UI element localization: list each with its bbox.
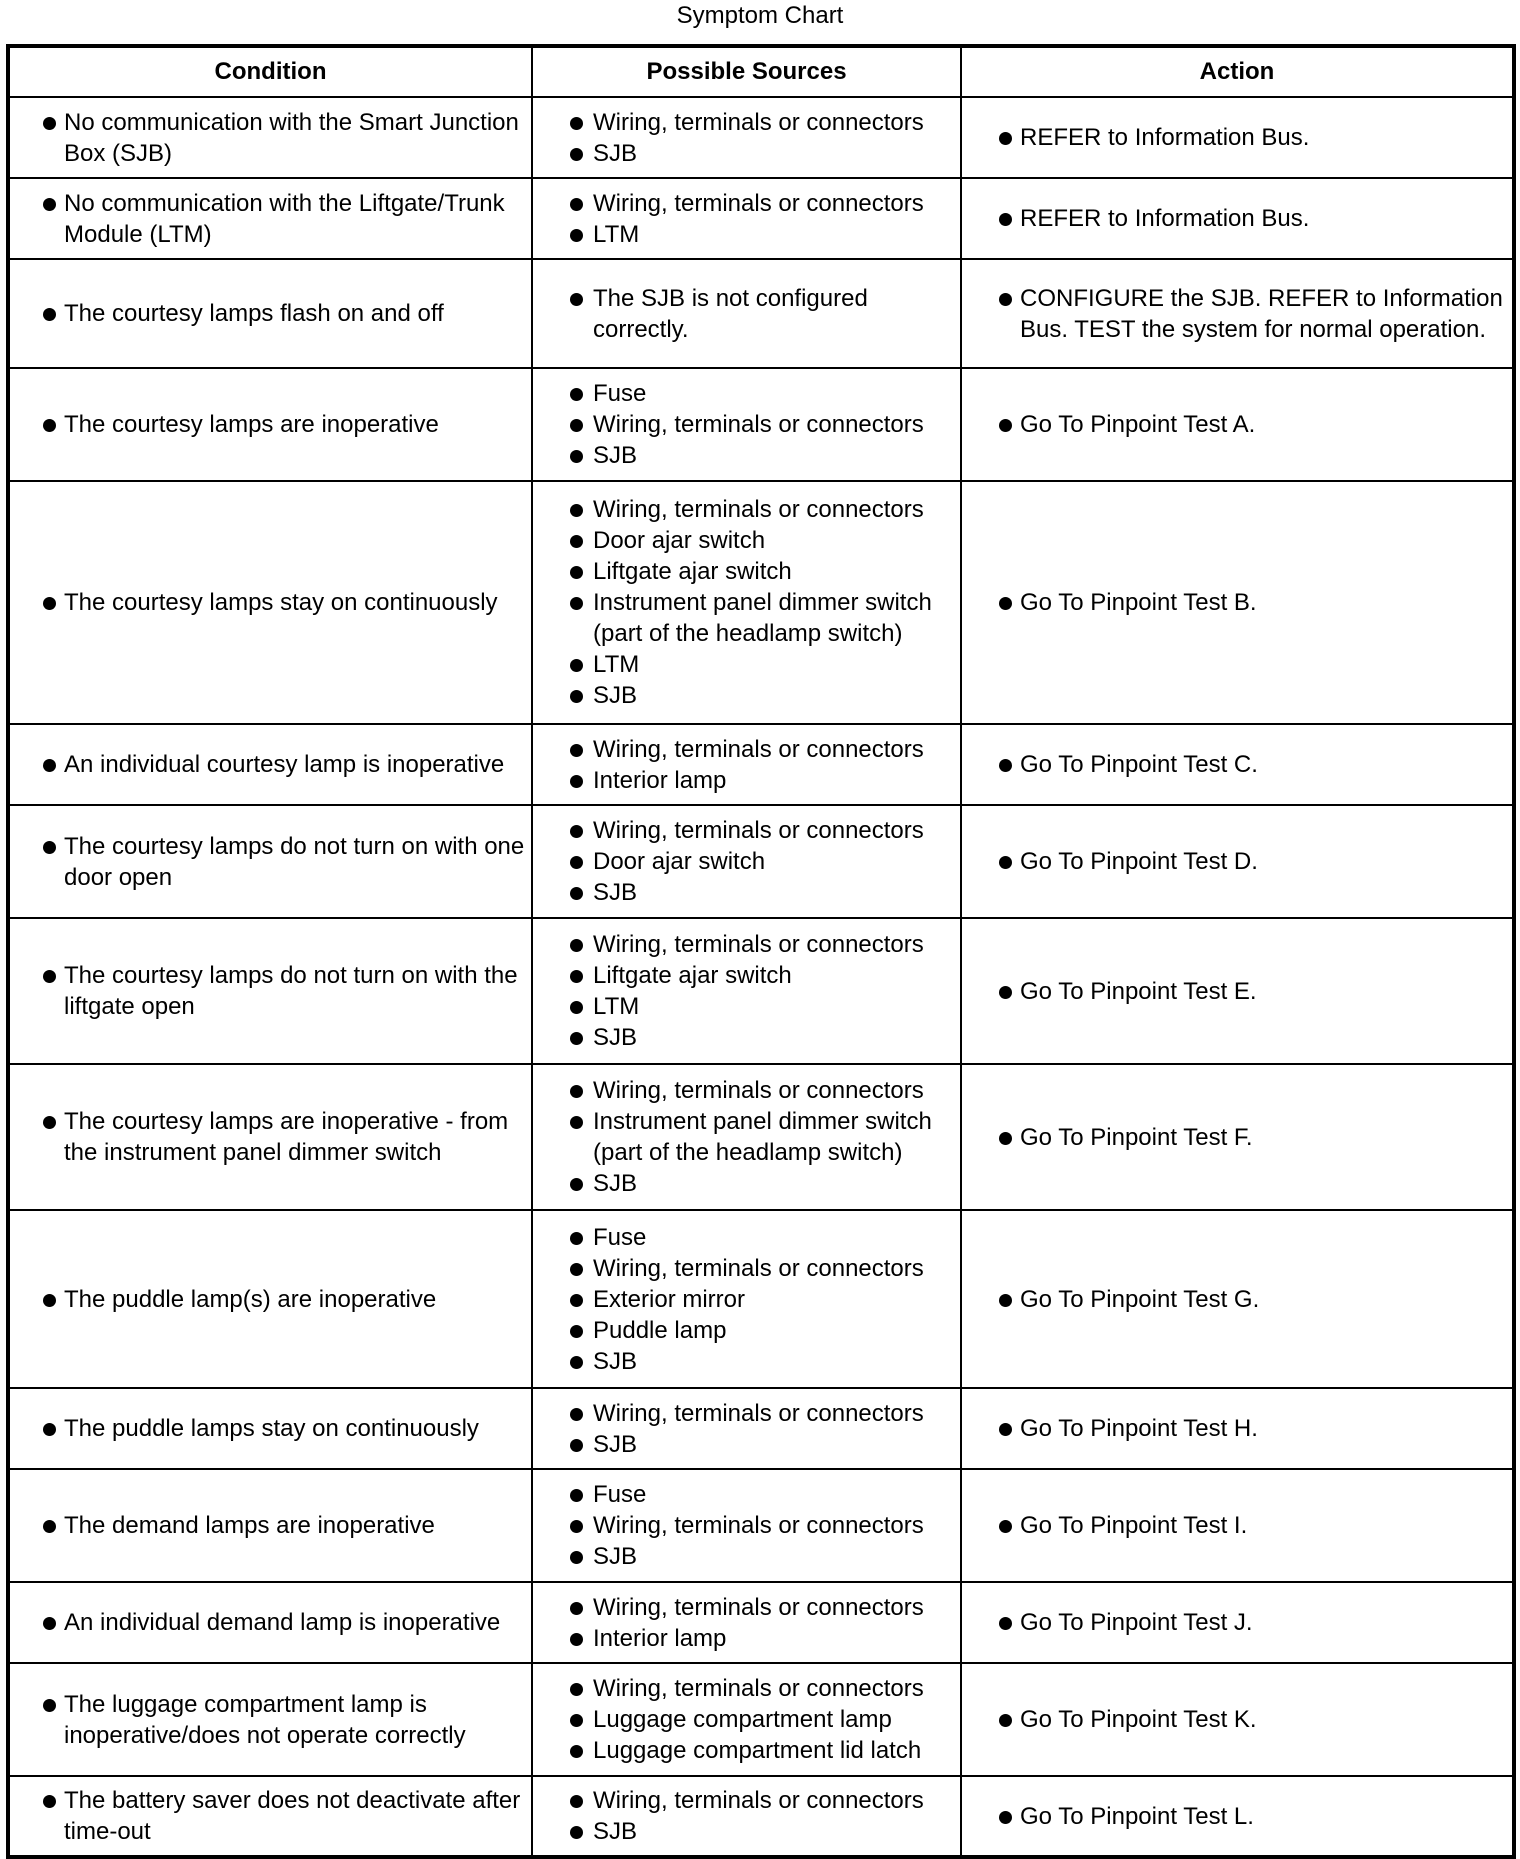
source-item-text: Door ajar switch — [593, 848, 766, 875]
source-item — [547, 1315, 960, 1346]
source-item — [547, 1168, 960, 1199]
bullet-icon — [570, 419, 583, 432]
table-row — [8, 1582, 1514, 1663]
bullet-icon — [999, 1617, 1012, 1630]
bullet-icon — [570, 825, 583, 838]
action-cell — [961, 918, 1514, 1064]
symptom-table — [6, 44, 1516, 1859]
bullet-icon — [570, 597, 583, 610]
source-item — [547, 138, 960, 169]
source-item-text: Instrument panel dimmer switch (part of the headlamp switch) — [593, 589, 932, 647]
condition-item-text: The battery saver does not deactivate after time-out — [64, 1787, 521, 1845]
bullet-icon — [570, 229, 583, 242]
condition-item-text: The courtesy lamps are inoperative - from the instrument panel dimmer switch — [64, 1108, 509, 1166]
source-item — [547, 765, 960, 796]
bullet-icon — [570, 659, 583, 672]
possible-sources-cell — [532, 1776, 961, 1857]
source-item-text: Wiring, terminals or connectors — [593, 1787, 924, 1814]
bullet-icon — [43, 117, 56, 130]
bullet-icon — [570, 1325, 583, 1338]
action-item — [980, 846, 1512, 877]
source-item — [547, 219, 960, 250]
condition-item — [24, 188, 531, 250]
action-item — [980, 203, 1512, 234]
source-item-text: SJB — [593, 879, 638, 906]
possible-sources-cell — [532, 724, 961, 805]
bullet-icon — [570, 1232, 583, 1245]
bullet-icon — [999, 1520, 1012, 1533]
table-header-row — [8, 46, 1514, 97]
bullet-icon — [570, 775, 583, 788]
bullet-icon — [570, 504, 583, 517]
source-item-text: Instrument panel dimmer switch (part of the headlamp switch) — [593, 1108, 932, 1166]
action-cell — [961, 178, 1514, 259]
bullet-icon — [570, 1795, 583, 1808]
source-item — [547, 991, 960, 1022]
condition-item — [24, 1689, 531, 1751]
source-item — [547, 1222, 960, 1253]
bullet-icon — [43, 597, 56, 610]
source-item — [547, 1346, 960, 1377]
condition-item-text: No communication with the Smart Junction Box (SJB) — [64, 108, 519, 167]
bullet-icon — [43, 1294, 56, 1307]
bullet-icon — [570, 856, 583, 869]
source-item — [547, 1398, 960, 1429]
action-item — [980, 976, 1512, 1007]
condition-cell — [8, 1064, 532, 1210]
bullet-icon — [999, 132, 1012, 145]
condition-item — [24, 1106, 531, 1168]
source-item — [547, 378, 960, 409]
source-item — [547, 525, 960, 556]
condition-item — [24, 960, 531, 1022]
bullet-icon — [999, 597, 1012, 610]
source-item-text: Wiring, terminals or connectors — [593, 817, 924, 844]
action-item-text: Go To Pinpoint Test E. — [1020, 977, 1257, 1005]
source-item-text: SJB — [593, 1170, 638, 1197]
bullet-icon — [570, 1602, 583, 1615]
page-title: Symptom Chart — [676, 2, 844, 29]
source-item-text: The SJB is not configured correctly. — [593, 284, 868, 343]
source-item — [547, 1429, 960, 1460]
action-cell — [961, 1663, 1514, 1776]
possible-sources-header: Possible Sources — [532, 46, 961, 97]
source-item-text: Wiring, terminals or connectors — [593, 735, 924, 763]
bullet-icon — [570, 388, 583, 401]
bullet-icon — [999, 759, 1012, 772]
bullet-icon — [570, 1032, 583, 1045]
action-cell — [961, 1064, 1514, 1210]
action-item-text: Go To Pinpoint Test L. — [1020, 1802, 1254, 1830]
action-cell — [961, 1469, 1514, 1582]
bullet-icon — [999, 856, 1012, 869]
action-item — [980, 283, 1512, 345]
condition-item — [24, 1785, 531, 1847]
condition-item-text: The courtesy lamps do not turn on with one door open — [64, 832, 525, 891]
condition-item-text: The courtesy lamps do not turn on with the liftgate open — [64, 962, 518, 1020]
bullet-icon — [570, 690, 583, 703]
condition-item-text: The puddle lamp(s) are inoperative — [64, 1285, 437, 1313]
source-item-text: Wiring, terminals or connectors — [593, 496, 924, 523]
condition-cell — [8, 1776, 532, 1857]
action-item-text: REFER to Information Bus. — [1020, 205, 1310, 232]
bullet-icon — [570, 1826, 583, 1839]
bullet-icon — [999, 986, 1012, 999]
condition-cell — [8, 368, 532, 481]
source-item — [547, 1541, 960, 1572]
bullet-icon — [570, 1356, 583, 1369]
table-row — [8, 368, 1514, 481]
condition-item-text: No communication with the Liftgate/Trunk Module (LTM) — [64, 189, 505, 248]
condition-item — [24, 1413, 531, 1444]
source-item — [547, 1022, 960, 1053]
possible-sources-cell — [532, 918, 961, 1064]
source-item-text: SJB — [593, 1347, 638, 1375]
source-item — [547, 1106, 960, 1168]
action-item-text: Go To Pinpoint Test D. — [1020, 848, 1258, 875]
bullet-icon — [570, 293, 583, 306]
bullet-icon — [999, 213, 1012, 226]
source-item — [547, 556, 960, 587]
table-row — [8, 1064, 1514, 1210]
source-item — [547, 409, 960, 440]
source-item — [547, 188, 960, 219]
bullet-icon — [43, 1795, 56, 1808]
source-item-text: Luggage compartment lamp — [593, 1706, 892, 1733]
condition-cell — [8, 259, 532, 368]
possible-sources-cell — [532, 481, 961, 724]
bullet-icon — [570, 1745, 583, 1758]
source-item — [547, 680, 960, 711]
bullet-icon — [43, 1520, 56, 1533]
source-item — [547, 1075, 960, 1106]
action-item-text: REFER to Information Bus. — [1020, 124, 1310, 151]
source-item — [547, 494, 960, 525]
possible-sources-cell — [532, 1064, 961, 1210]
action-item — [980, 409, 1512, 440]
action-item — [980, 122, 1512, 153]
bullet-icon — [43, 1617, 56, 1630]
source-item — [547, 283, 960, 345]
source-item — [547, 929, 960, 960]
condition-item — [24, 1607, 531, 1638]
bullet-icon — [570, 1001, 583, 1014]
action-header: Action — [961, 46, 1514, 97]
source-item-text: SJB — [593, 682, 638, 709]
source-item-text: Liftgate ajar switch — [593, 558, 792, 585]
bullet-icon — [570, 566, 583, 579]
source-item — [547, 649, 960, 680]
table-row — [8, 481, 1514, 724]
action-cell — [961, 1388, 1514, 1469]
table-row — [8, 1776, 1514, 1857]
source-item-text: SJB — [593, 1543, 638, 1570]
action-item-text: Go To Pinpoint Test C. — [1020, 751, 1258, 778]
table-row — [8, 178, 1514, 259]
action-item-text: CONFIGURE the SJB. REFER to Information Bus. TEST the system for normal operation. — [1020, 284, 1503, 343]
source-item-text: SJB — [593, 1024, 638, 1051]
source-item-text: Wiring, terminals or connectors — [593, 108, 924, 136]
table-row — [8, 1663, 1514, 1776]
bullet-icon — [570, 1408, 583, 1421]
source-item-text: Wiring, terminals or connectors — [593, 1399, 924, 1427]
source-item — [547, 1253, 960, 1284]
source-item-text: Door ajar switch — [593, 527, 766, 554]
bullet-icon — [999, 1423, 1012, 1436]
source-item-text: Wiring, terminals or connectors — [593, 411, 924, 438]
source-item — [547, 1704, 960, 1735]
bullet-icon — [570, 1683, 583, 1696]
possible-sources-cell — [532, 259, 961, 368]
source-item-text: SJB — [593, 139, 638, 167]
table-row — [8, 1388, 1514, 1469]
bullet-icon — [43, 419, 56, 432]
table-row — [8, 97, 1514, 178]
source-item-text: LTM — [593, 220, 640, 248]
source-item-text: SJB — [593, 1430, 638, 1458]
source-item-text: Wiring, terminals or connectors — [593, 931, 924, 958]
bullet-icon — [570, 117, 583, 130]
action-item — [980, 1284, 1512, 1315]
source-item — [547, 1673, 960, 1704]
action-item-text: Go To Pinpoint Test F. — [1020, 1123, 1253, 1151]
source-item — [547, 107, 960, 138]
condition-cell — [8, 1469, 532, 1582]
source-item — [547, 846, 960, 877]
bullet-icon — [570, 1263, 583, 1276]
condition-item — [24, 587, 531, 618]
condition-item-text: The demand lamps are inoperative — [64, 1512, 435, 1539]
source-item-text: SJB — [593, 442, 638, 469]
condition-cell — [8, 1582, 532, 1663]
source-item-text: Liftgate ajar switch — [593, 962, 792, 989]
bullet-icon — [570, 198, 583, 211]
action-cell — [961, 368, 1514, 481]
source-item — [547, 1284, 960, 1315]
bullet-icon — [570, 1439, 583, 1452]
table-row — [8, 1469, 1514, 1582]
condition-item-text: The luggage compartment lamp is inoperative/does not operate correctly — [64, 1690, 466, 1749]
source-item-text: Interior lamp — [593, 1624, 727, 1652]
source-item — [547, 1510, 960, 1541]
source-item-text: Exterior mirror — [593, 1285, 746, 1313]
possible-sources-cell — [532, 178, 961, 259]
action-cell — [961, 805, 1514, 918]
bullet-icon — [999, 1714, 1012, 1727]
table-row — [8, 259, 1514, 368]
condition-cell — [8, 481, 532, 724]
possible-sources-cell — [532, 805, 961, 918]
source-item — [547, 1592, 960, 1623]
action-item-text: Go To Pinpoint Test A. — [1020, 411, 1256, 438]
source-item-text: Wiring, terminals or connectors — [593, 1512, 924, 1539]
possible-sources-cell — [532, 97, 961, 178]
bullet-icon — [43, 308, 56, 321]
bullet-icon — [570, 1085, 583, 1098]
possible-sources-cell — [532, 1469, 961, 1582]
source-item-text: Wiring, terminals or connectors — [593, 189, 924, 217]
possible-sources-cell — [532, 1388, 961, 1469]
action-cell — [961, 1210, 1514, 1388]
bullet-icon — [570, 939, 583, 952]
source-item — [547, 1735, 960, 1766]
bullet-icon — [43, 1423, 56, 1436]
action-item — [980, 1122, 1512, 1153]
condition-cell — [8, 1210, 532, 1388]
bullet-icon — [570, 1714, 583, 1727]
condition-cell — [8, 97, 532, 178]
table-row — [8, 1210, 1514, 1388]
condition-cell — [8, 1388, 532, 1469]
bullet-icon — [43, 970, 56, 983]
source-item-text: Puddle lamp — [593, 1316, 727, 1344]
possible-sources-cell — [532, 1210, 961, 1388]
bullet-icon — [570, 1489, 583, 1502]
source-item-text: Wiring, terminals or connectors — [593, 1077, 924, 1104]
condition-header: Condition — [8, 46, 532, 97]
condition-cell — [8, 724, 532, 805]
table-row — [8, 805, 1514, 918]
bullet-icon — [999, 1811, 1012, 1824]
bullet-icon — [43, 759, 56, 772]
bullet-icon — [570, 1551, 583, 1564]
source-item-text: Wiring, terminals or connectors — [593, 1593, 924, 1621]
action-cell — [961, 481, 1514, 724]
condition-item — [24, 409, 531, 440]
source-item — [547, 440, 960, 471]
action-item — [980, 1607, 1512, 1638]
source-item — [547, 877, 960, 908]
bullet-icon — [570, 148, 583, 161]
source-item — [547, 815, 960, 846]
action-item — [980, 1510, 1512, 1541]
source-item-text: Fuse — [593, 380, 647, 407]
condition-item — [24, 298, 531, 329]
action-item-text: Go To Pinpoint Test K. — [1020, 1706, 1257, 1733]
action-item — [980, 587, 1512, 618]
action-cell — [961, 259, 1514, 368]
condition-item — [24, 831, 531, 893]
action-cell — [961, 97, 1514, 178]
condition-item — [24, 749, 531, 780]
condition-item — [24, 107, 531, 169]
possible-sources-cell — [532, 1582, 961, 1663]
possible-sources-cell — [532, 1663, 961, 1776]
condition-cell — [8, 918, 532, 1064]
condition-cell — [8, 805, 532, 918]
condition-cell — [8, 178, 532, 259]
action-item-text: Go To Pinpoint Test I. — [1020, 1512, 1248, 1539]
source-item-text: Luggage compartment lid latch — [593, 1737, 922, 1764]
bullet-icon — [43, 841, 56, 854]
action-item — [980, 1801, 1512, 1832]
action-item — [980, 749, 1512, 780]
condition-item-text: The courtesy lamps are inoperative — [64, 411, 439, 438]
table-row — [8, 724, 1514, 805]
bullet-icon — [43, 198, 56, 211]
table-row — [8, 918, 1514, 1064]
action-item-text: Go To Pinpoint Test J. — [1020, 1609, 1253, 1636]
action-item-text: Go To Pinpoint Test G. — [1020, 1285, 1260, 1313]
source-item — [547, 1479, 960, 1510]
condition-item-text: An individual demand lamp is inoperative — [64, 1609, 501, 1636]
condition-cell — [8, 1663, 532, 1776]
source-item-text: Fuse — [593, 1223, 647, 1251]
bullet-icon — [570, 1116, 583, 1129]
condition-item-text: The courtesy lamps stay on continuously — [64, 589, 498, 616]
condition-item-text: The courtesy lamps flash on and off — [64, 300, 444, 327]
bullet-icon — [570, 1294, 583, 1307]
action-item — [980, 1413, 1512, 1444]
action-cell — [961, 1582, 1514, 1663]
source-item — [547, 1785, 960, 1816]
source-item-text: SJB — [593, 1818, 638, 1845]
source-item — [547, 1816, 960, 1847]
bullet-icon — [570, 450, 583, 463]
action-item — [980, 1704, 1512, 1735]
bullet-icon — [570, 744, 583, 757]
bullet-icon — [570, 970, 583, 983]
action-cell — [961, 724, 1514, 805]
action-item-text: Go To Pinpoint Test H. — [1020, 1415, 1258, 1442]
condition-item — [24, 1510, 531, 1541]
bullet-icon — [999, 1132, 1012, 1145]
source-item-text: Wiring, terminals or connectors — [593, 1254, 924, 1282]
action-item-text: Go To Pinpoint Test B. — [1020, 589, 1257, 616]
source-item-text: LTM — [593, 651, 640, 678]
source-item-text: Interior lamp — [593, 766, 727, 794]
bullet-icon — [570, 1633, 583, 1646]
condition-item — [24, 1284, 531, 1315]
source-item — [547, 734, 960, 765]
action-cell — [961, 1776, 1514, 1857]
bullet-icon — [43, 1699, 56, 1712]
bullet-icon — [570, 1178, 583, 1191]
bullet-icon — [570, 1520, 583, 1533]
condition-item-text: An individual courtesy lamp is inoperative — [64, 751, 505, 778]
bullet-icon — [999, 293, 1012, 306]
bullet-icon — [43, 1116, 56, 1129]
source-item — [547, 1623, 960, 1654]
bullet-icon — [570, 887, 583, 900]
bullet-icon — [999, 1294, 1012, 1307]
source-item — [547, 960, 960, 991]
bullet-icon — [999, 419, 1012, 432]
possible-sources-cell — [532, 368, 961, 481]
bullet-icon — [570, 535, 583, 548]
source-item-text: Fuse — [593, 1481, 647, 1508]
source-item-text: LTM — [593, 993, 640, 1020]
condition-item-text: The puddle lamps stay on continuously — [64, 1415, 479, 1442]
source-item — [547, 587, 960, 649]
source-item-text: Wiring, terminals or connectors — [593, 1675, 924, 1702]
